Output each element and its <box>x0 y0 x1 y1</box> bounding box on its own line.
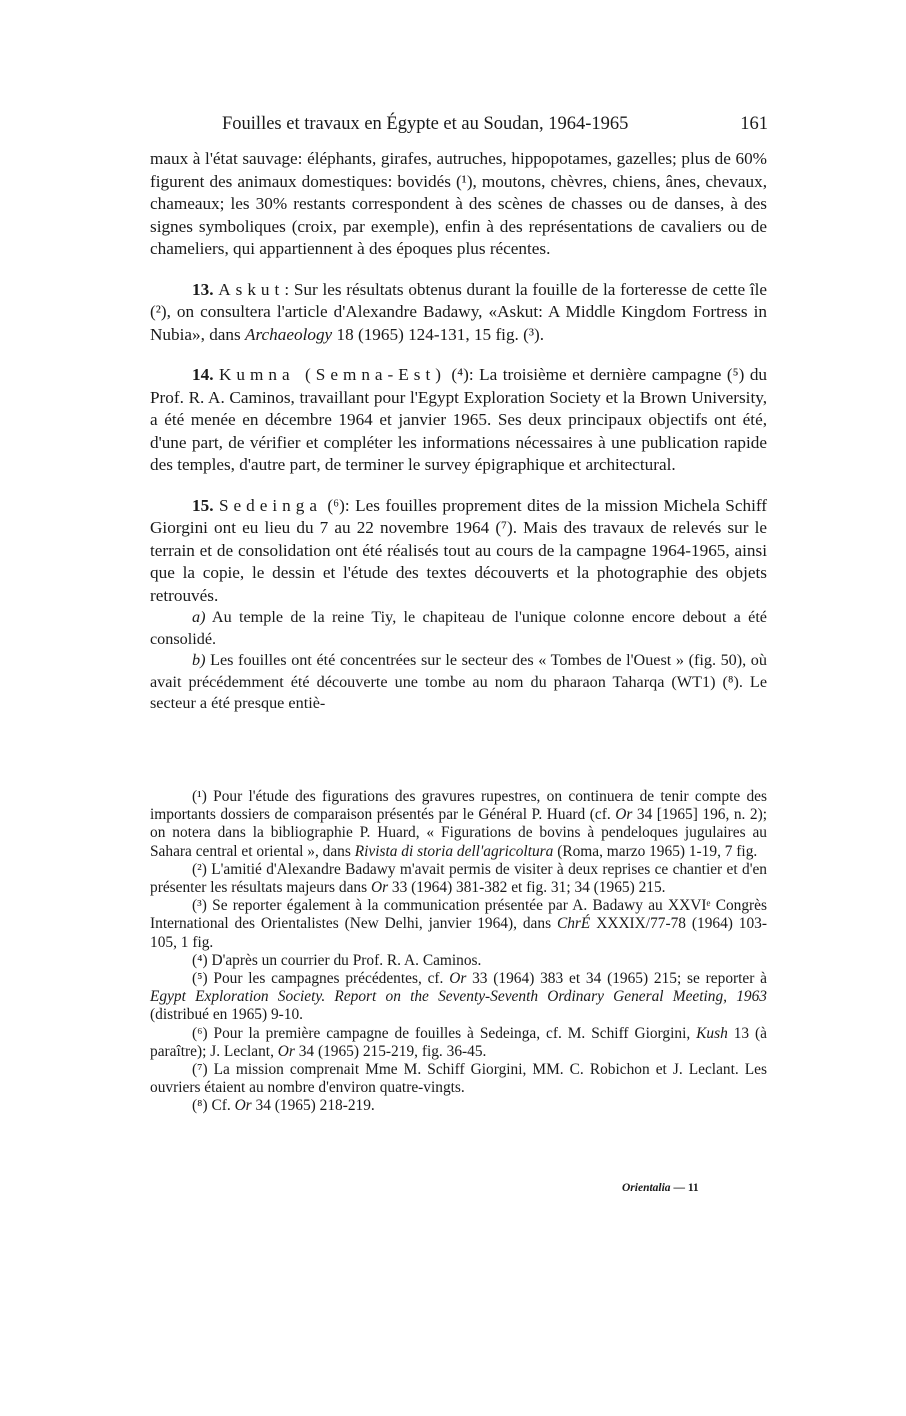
section-number: 13. <box>192 279 214 299</box>
footnotes <box>150 788 767 1116</box>
journal-title: Archaeology <box>245 324 333 344</box>
report-title: Egypt Exploration Society. Report on the Seventy-Seventh Ordinary General Meeting, 1963 <box>150 988 767 1006</box>
section-number: 15. <box>192 495 214 515</box>
site-name: Kumna (Semna-Est) <box>218 365 446 384</box>
subsection-a <box>150 607 767 650</box>
journal-title: Kush <box>696 1024 728 1042</box>
separator: — <box>670 1182 688 1194</box>
section-13 <box>150 279 767 347</box>
subsection-label: b) <box>192 651 206 669</box>
footnote-6 <box>150 1025 767 1061</box>
footnote-text: (⁸) Cf. <box>192 1097 235 1115</box>
section-text: : Sur les résultats obtenus durant la fouille de la forteresse de cette île (²), on consultera l'article d'Alexandre Badawy, «Askut: A Middle Kingdom Fortress in Nubia», dans <box>150 279 767 344</box>
section-text-end: 18 (1965) 124-131, 15 fig. (³). <box>332 324 545 344</box>
footnote-text: (¹) Pour l'étude des figurations des gravures rupestres, on continuera de tenir compte des importants dossiers de comparaison présentés par le Général P. Huard (cf. <box>150 788 767 824</box>
page-number: 161 <box>740 114 768 134</box>
journal-abbrev: Or <box>277 1042 295 1060</box>
footnote-text: 34 (1965) 218-219. <box>251 1097 375 1115</box>
footnote-text: 33 (1964) 383 et 34 (1965) 215; se reporter à <box>466 970 767 988</box>
journal-name: Orientalia <box>622 1182 671 1194</box>
footnote-1 <box>150 788 767 861</box>
footnote-text: 34 (1965) 215-219, fig. 36-45. <box>294 1042 487 1060</box>
signature-line <box>622 1182 699 1194</box>
footnote-8 <box>150 1097 767 1115</box>
footnote-text: 33 (1964) 381-382 et fig. 31; 34 (1965) 215. <box>388 879 666 897</box>
paragraph-continuation: maux à l'état sauvage: éléphants, girafes, autruches, hippopotames, gazelles; plus de 60% figurent des animaux domestiques: bovidés (¹), moutons, chèvres, chiens, ânes, chevaux, chameaux; les 30% restants correspondent à des scènes de chasses ou de danses, à des signes symboliques (croix, par exemple), enfin à des représentations de cavaliers ou de chameliers, qui appartiennent à des époques plus récentes. <box>150 149 767 258</box>
journal-abbrev: Or <box>615 806 633 824</box>
footnote-text: (⁶) Pour la première campagne de fouilles à Sedeinga, cf. M. Schiff Giorgini, <box>192 1024 697 1042</box>
section-15 <box>150 495 767 608</box>
section-text: (⁶): Les fouilles proprement dites de la mission Michela Schiff Giorgini ont eu lieu du 7 au 22 novembre 1964 (⁷). Mais des travaux de relevés sur le terrain et de consolidation ont été réalisés tout au cours de la campagne 1964-1965, ainsi que la copie, le dessin et l'étude des textes découverts et la photographie des objets retrouvés. <box>150 495 767 605</box>
subsection-label: a) <box>192 608 206 626</box>
footnote-text: (distribué en 1965) 9-10. <box>150 1006 304 1024</box>
running-title: Fouilles et travaux en Égypte et au Soudan, 1964-1965 <box>222 114 629 134</box>
subsection-text: Au temple de la reine Tiy, le chapiteau de l'unique colonne encore debout a été consolidé. <box>150 608 767 648</box>
footnote-text: (Roma, marzo 1965) 1-19, 7 fig. <box>553 842 758 860</box>
journal-abbrev: Or <box>449 970 467 988</box>
journal-abbrev: ChrÉ <box>556 915 591 933</box>
main-text <box>150 148 767 715</box>
sheet-number: 11 <box>687 1182 699 1194</box>
journal-abbrev: Or <box>234 1097 252 1115</box>
footnote-3 <box>150 897 767 952</box>
section-14 <box>150 364 767 477</box>
subsection-text: Les fouilles ont été concentrées sur le secteur des « Tombes de l'Ouest » (fig. 50), où avait précédemment été découverte une tombe au nom du pharaon Taharqa (WT1) (⁸). Le secteur a été presque entiè- <box>150 651 767 712</box>
footnote-text: 34 [1965] 196, n. 2); on notera dans la bibliographie P. Huard, « Figurations de bovins à pendeloques jugulaires au Sahara central et oriental », dans <box>150 806 768 860</box>
section-number: 14. <box>192 365 214 384</box>
site-name: Askut <box>218 279 285 299</box>
journal-abbrev: Or <box>370 879 389 897</box>
footnote-text: XXXIX/77-78 (1964) 103-105, 1 fig. <box>150 915 767 951</box>
footnote-4: (⁴) D'après un courrier du Prof. R. A. Caminos. <box>192 951 482 969</box>
footnote-5 <box>150 970 767 1025</box>
footnote-text: (³) Se reporter également à la communication présentée par A. Badawy au XXVIᵉ Congrès International des Orientalistes (New Delhi, janvier 1964), dans <box>150 897 767 933</box>
footnote-2 <box>150 861 767 897</box>
section-text: (⁴): La troisième et dernière campagne (⁵) du Prof. R. A. Caminos, travaillant pour l'Egypt Exploration Society et la Brown University, a été menée en décembre 1964 et janvier 1965. Ses deux principaux objectifs ont été, d'une part, de vérifier et compléter les informations nécessaires à une publication rapide des temples, d'autre part, de terminer le survey épigraphique et architectural. <box>150 365 768 474</box>
footnote-text: (⁵) Pour les campagnes précédentes, cf. <box>192 970 450 988</box>
footnote-7: (⁷) La mission comprenait Mme M. Schiff Giorgini, MM. C. Robichon et J. Leclant. Les ouvriers étaient au nombre d'environ quatre-vingts. <box>150 1061 767 1097</box>
subsection-b <box>150 650 767 715</box>
journal-title: Rivista di storia dell'agricoltura <box>354 842 554 860</box>
site-name: Sedeinga <box>218 495 322 515</box>
footnote-text: 13 (à paraître); J. Leclant, <box>150 1024 767 1060</box>
footnote-text: (²) L'amitié d'Alexandre Badawy m'avait permis de visiter à deux reprises ce chantier et d'en présenter les résultats majeurs dans <box>150 860 767 897</box>
